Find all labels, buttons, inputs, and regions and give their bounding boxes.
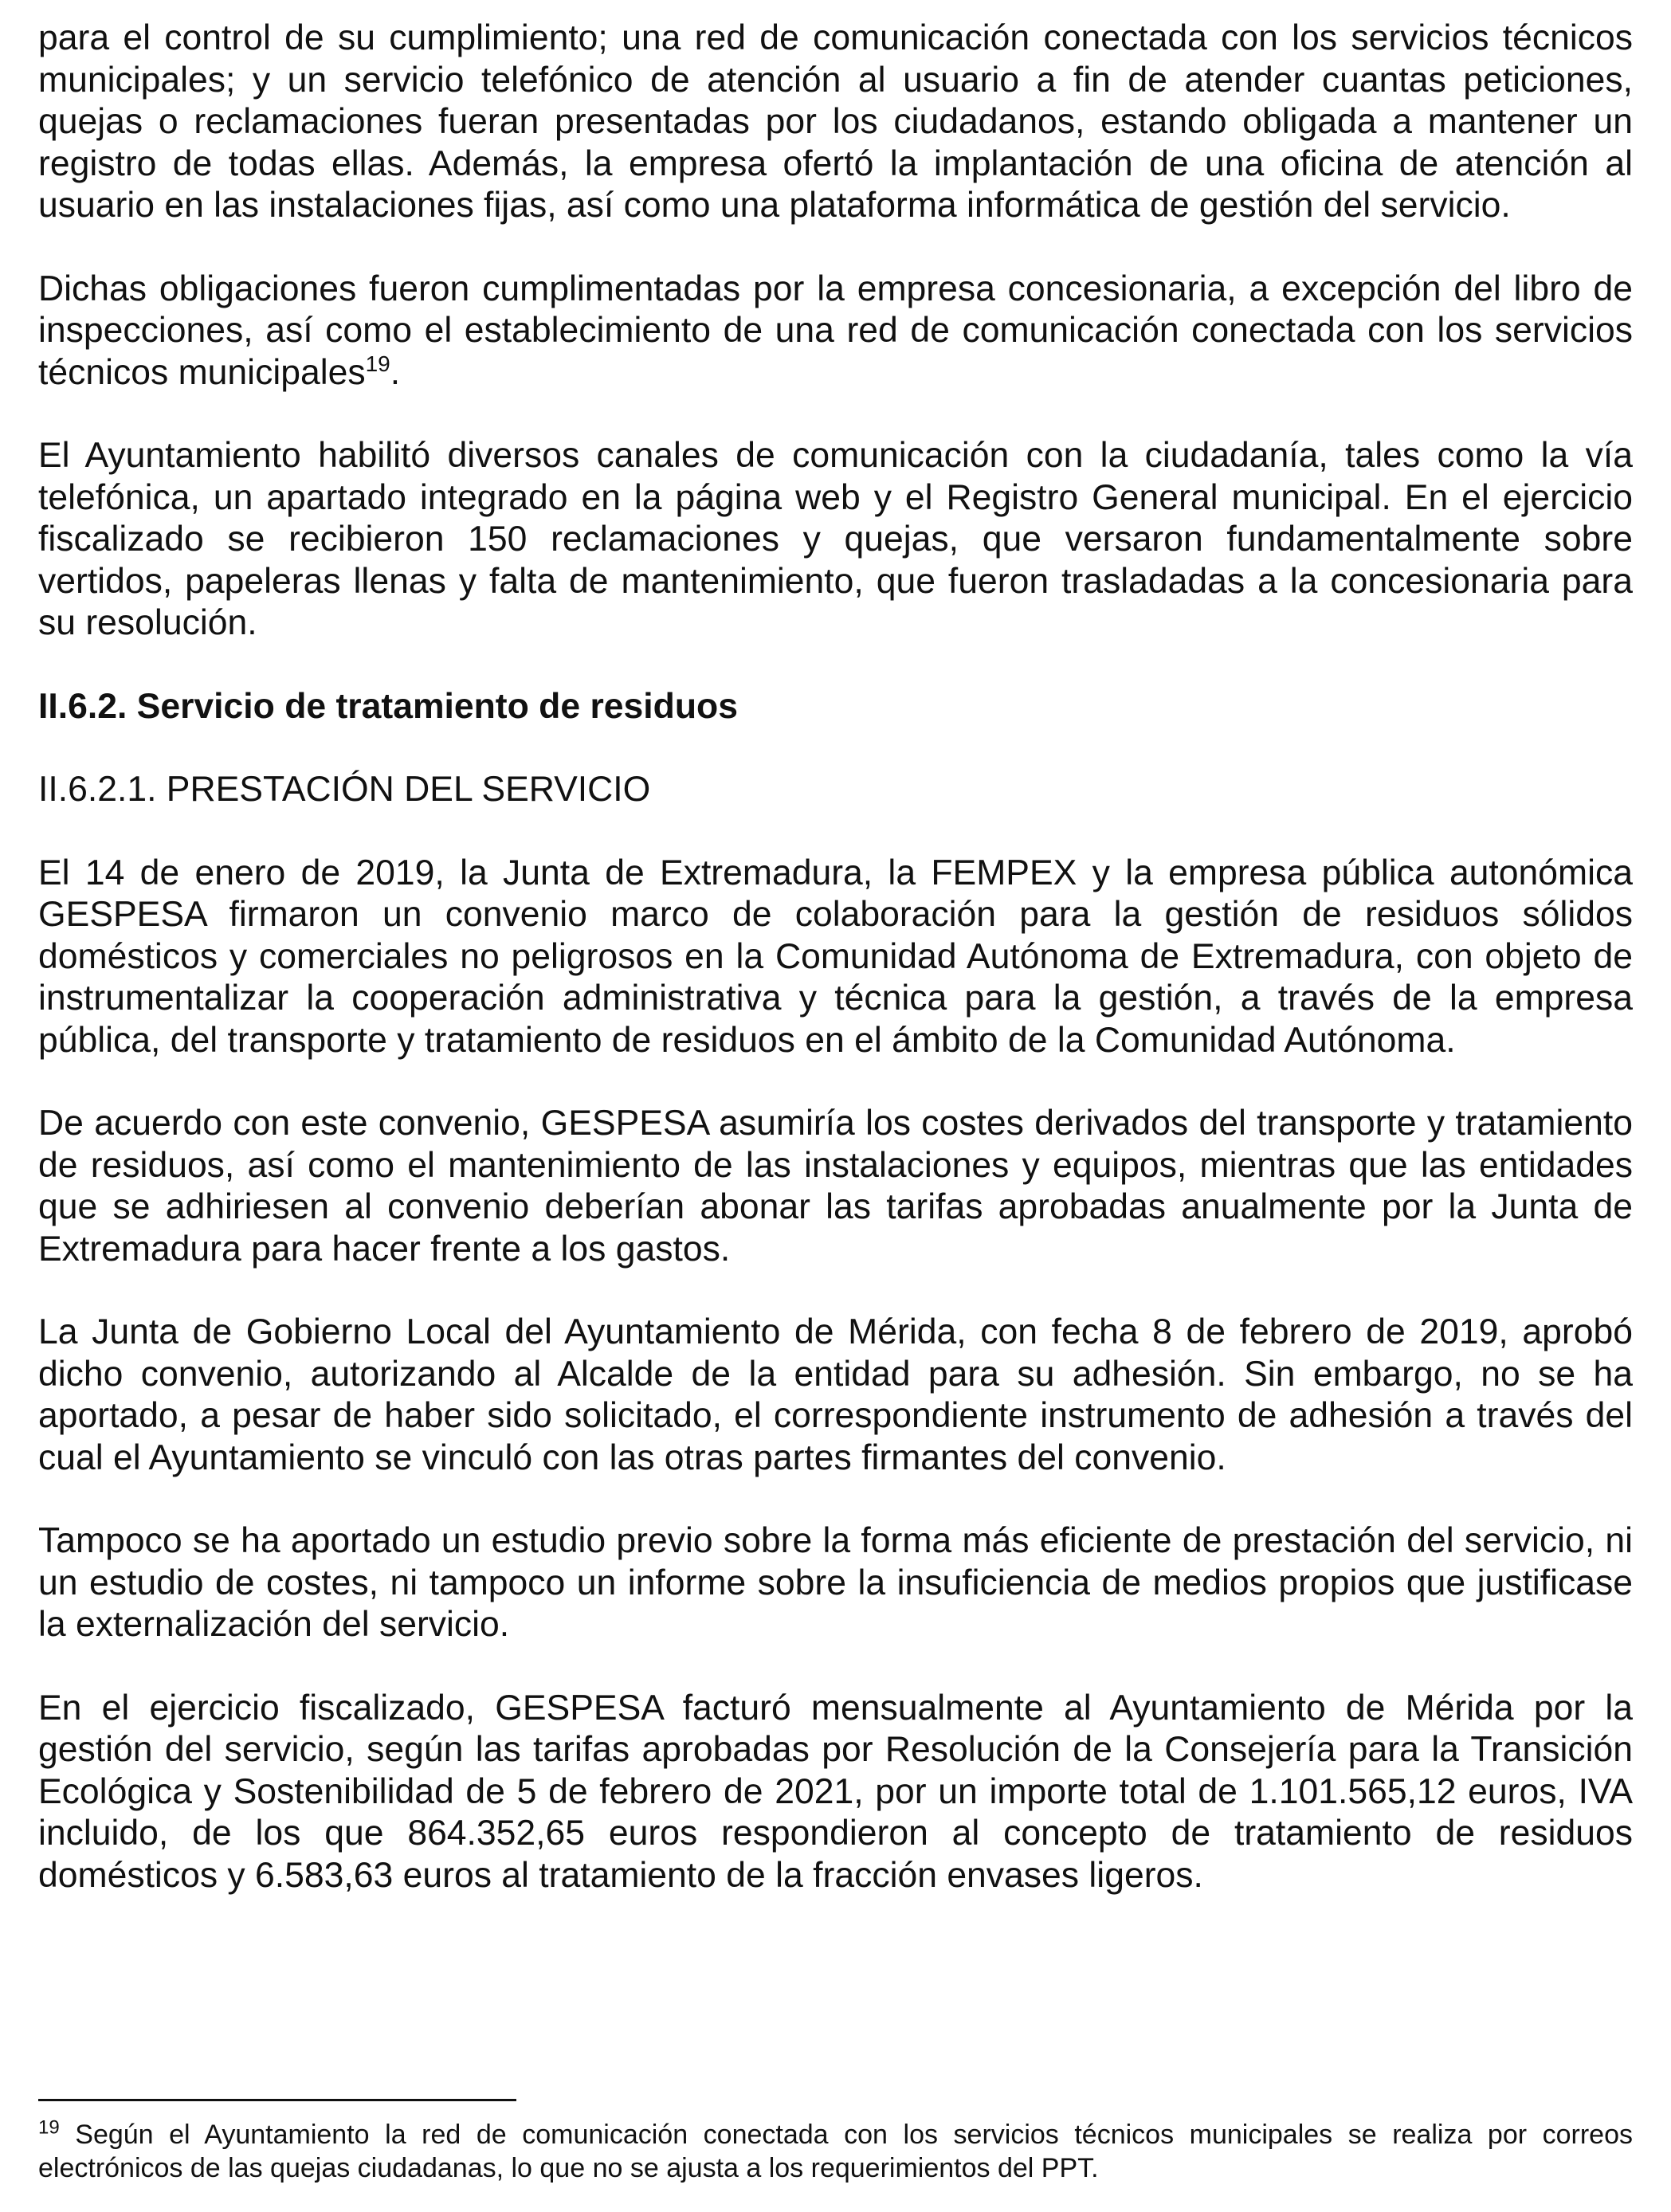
- footnote-number: 19: [38, 2116, 60, 2139]
- paragraph-estudio-previo: Tampoco se ha aportado un estudio previo sobre la forma más eficiente de prestación del servicio, ni un estudio de costes, ni tampoco un informe sobre la insuficiencia de medios propios que justificase la externalización del servicio.: [38, 1521, 1633, 1644]
- paragraph-obligaciones: [38, 269, 1633, 394]
- paragraph-convenio-marco: El 14 de enero de 2019, la Junta de Extremadura, la FEMPEX y la empresa pública autonómica GESPESA firmaron un convenio marco de colaboración para la gestión de residuos sólidos domésticos y comerciales no peligrosos en la Comunidad Autónoma de Extremadura, con objeto de instrumentalizar la cooperación administrativa y técnica para la gestión, a través de la empresa pública, del transporte y tratamiento de residuos en el ámbito de la Comunidad Autónoma.: [38, 853, 1633, 1060]
- paragraph-acuerdo-convenio: De acuerdo con este convenio, GESPESA asumiría los costes derivados del transporte y tratamiento de residuos, así como el mantenimiento de las instalaciones y equipos, mientras que las entidades que se adhiriesen al convenio deberían abonar las tarifas aprobadas anualmente por la Junta de Extremadura para hacer frente a los gastos.: [38, 1104, 1633, 1269]
- paragraph-ayuntamiento: El Ayuntamiento habilitó diversos canales de comunicación con la ciudadanía, tales como la vía telefónica, un apartado integrado en la página web y el Registro General municipal. En el ejercicio fiscalizado se recibieron 150 reclamaciones y quejas, que versaron fundamentalmente sobre vertidos, papeleras llenas y falta de mantenimiento, que fueron trasladadas a la concesionaria para su resolución.: [38, 436, 1633, 642]
- paragraph-obligaciones-text: Dichas obligaciones fueron cumplimentadas por la empresa concesionaria, a excepción del libro de inspecciones, así como el establecimiento de una red de comunicación conectada con los servicios técnicos municipales: [38, 269, 1633, 392]
- paragraph-facturacion: En el ejercicio fiscalizado, GESPESA facturó mensualmente al Ayuntamiento de Mérida por la gestión del servicio, según las tarifas aprobadas por Resolución de la Consejería para la Transición Ecológica y Sostenibilidad de 5 de febrero de 2021, por un importe total de 1.101.565,12 euros, IVA incluido, de los que 864.352,65 euros respondieron al concepto de tratamiento de residuos domésticos y 6.583,63 euros al tratamiento de la fracción envases ligeros.: [38, 1688, 1633, 1895]
- paragraph-control: para el control de su cumplimiento; una red de comunicación conectada con los servicios técnicos municipales; y un servicio telefónico de atención al usuario a fin de atender cuantas peticiones, quejas o reclamaciones fueran presentadas por los ciudadanos, estando obligada a mantener un registro de todas ellas. Además, la empresa ofertó la implantación de una oficina de atención al usuario en las instalaciones fijas, así como una plataforma informática de gestión del servicio.: [38, 18, 1633, 225]
- footnote-reference[interactable]: 19: [365, 351, 390, 376]
- paragraph-junta-gobierno: La Junta de Gobierno Local del Ayuntamiento de Mérida, con fecha 8 de febrero de 2019, aprobó dicho convenio, autorizando al Alcalde de la entidad para su adhesión. Sin embargo, no se ha aportado, a pesar de haber sido solicitado, el correspondiente instrumento de adhesión a través del cual el Ayuntamiento se vinculó con las otras partes firmantes del convenio.: [38, 1312, 1633, 1477]
- paragraph-obligaciones-end: .: [390, 352, 401, 392]
- subsection-heading: II.6.2.1. PRESTACIÓN DEL SERVICIO: [38, 770, 651, 809]
- footnote-text: Según el Ayuntamiento la red de comunicación conectada con los servicios técnicos municipales se realiza por correos electrónicos de las quejas ciudadanas, lo que no se ajusta a los requerimientos del PPT.: [38, 2120, 1633, 2183]
- footnote-separator: [38, 2099, 516, 2101]
- section-heading: II.6.2. Servicio de tratamiento de residuos: [38, 686, 738, 726]
- document-body: [38, 18, 1633, 1938]
- footnote: [38, 2118, 1633, 2185]
